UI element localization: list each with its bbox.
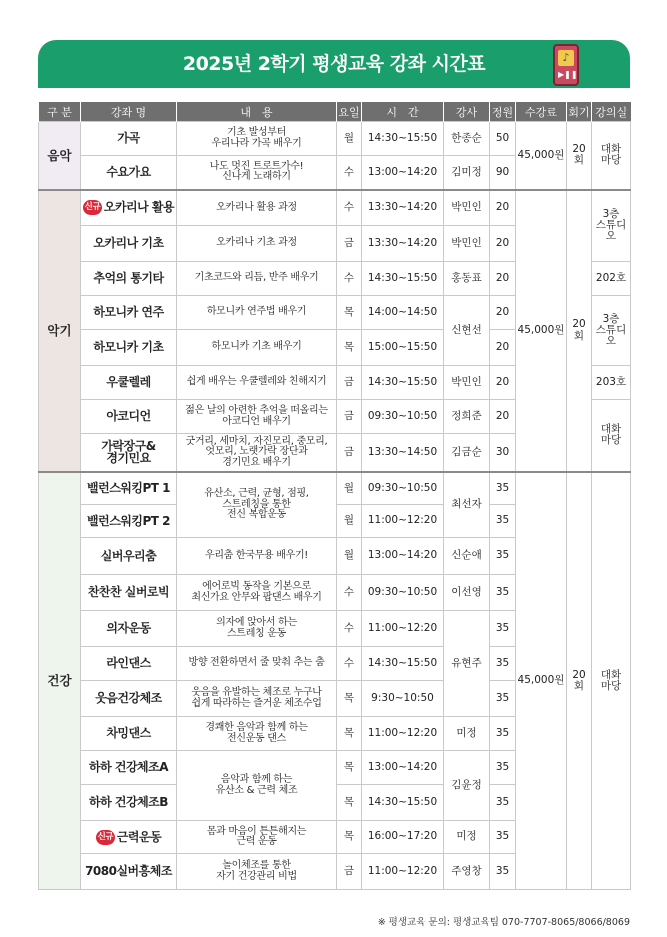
course-name [81, 400, 177, 434]
course-room: 3층 스튜디오 [592, 296, 631, 366]
course-teacher: 홍동표 [444, 262, 490, 296]
course-name [81, 330, 177, 366]
course-teacher: 박민인 [444, 366, 490, 400]
course-teacher: 미정 [444, 821, 490, 854]
table-row [39, 190, 631, 226]
course-day: 목 [337, 751, 362, 785]
course-name-text: 의자운동 [106, 621, 151, 636]
course-content: 기초코드와 리듬, 반주 배우기 [177, 262, 337, 296]
course-name-text: 근력운동 [116, 829, 162, 844]
course-teacher: 유현주 [444, 611, 490, 717]
course-fee: 45,000원 [516, 190, 567, 472]
course-time: 9:30~10:50 [362, 681, 444, 717]
course-name [81, 156, 177, 190]
course-fee: 45,000원 [516, 472, 567, 890]
course-time: 13:30~14:20 [362, 190, 444, 226]
course-day: 목 [337, 330, 362, 366]
course-name-text: 밸런스워킹PT 1 [87, 480, 170, 495]
course-content: 유산소, 근력, 균형, 점핑, 스트레칭을 통한 전신 복합운동 [177, 472, 337, 538]
course-day: 목 [337, 717, 362, 751]
course-time: 13:00~14:20 [362, 538, 444, 575]
course-name-text: 수요가요 [106, 164, 151, 179]
course-room: 203호 [592, 366, 631, 400]
course-time: 11:00~12:20 [362, 717, 444, 751]
course-capacity: 35 [490, 751, 516, 785]
course-name-text: 하하 건강체조B [89, 795, 168, 810]
course-name-text: 차밍댄스 [106, 726, 151, 741]
header-capacity: 정원 [490, 102, 516, 122]
course-day: 목 [337, 296, 362, 330]
course-capacity: 35 [490, 681, 516, 717]
footer-contact: ※ 평생교육 문의: 평생교육팀 070-7707-8065/8066/8069 [377, 917, 630, 928]
category-music: 음악 [39, 122, 81, 190]
course-time: 14:30~15:50 [362, 122, 444, 156]
course-time: 11:00~12:20 [362, 854, 444, 890]
course-content: 하모니카 기초 배우기 [177, 330, 337, 366]
course-time: 14:00~14:50 [362, 296, 444, 330]
course-time: 11:00~12:20 [362, 505, 444, 538]
course-teacher: 이선영 [444, 575, 490, 611]
course-capacity: 35 [490, 505, 516, 538]
course-time: 09:30~10:50 [362, 575, 444, 611]
course-time: 15:00~15:50 [362, 330, 444, 366]
new-badge: 신규 [83, 200, 102, 215]
course-room: 대화 마당 [592, 400, 631, 472]
course-capacity: 35 [490, 821, 516, 854]
course-teacher: 최선자 [444, 472, 490, 538]
course-content: 경쾌한 음악과 함께 하는 전신운동 댄스 [177, 717, 337, 751]
course-room: 3층 스튜디오 [592, 190, 631, 262]
course-name-text: 실버우리춤 [100, 548, 157, 563]
course-day: 금 [337, 226, 362, 262]
course-teacher: 박민인 [444, 190, 490, 226]
title-banner [38, 40, 630, 88]
course-content: 쉽게 배우는 우쿨렐레와 친해지기 [177, 366, 337, 400]
header-fee: 수강료 [516, 102, 567, 122]
course-capacity: 35 [490, 472, 516, 505]
course-capacity: 35 [490, 717, 516, 751]
course-teacher: 신순애 [444, 538, 490, 575]
course-name-text: 아코디언 [106, 409, 151, 424]
course-day: 월 [337, 538, 362, 575]
course-content: 에어로빅 동작을 기본으로 최신가요 안무와 팝댄스 배우기 [177, 575, 337, 611]
course-content: 의자에 앉아서 하는 스트레칭 운동 [177, 611, 337, 647]
course-teacher: 김금순 [444, 434, 490, 472]
header-room: 강의실 [592, 102, 631, 122]
course-content: 몸과 마음이 튼튼해지는 근력 운동 [177, 821, 337, 854]
course-day: 금 [337, 366, 362, 400]
course-teacher: 한종순 [444, 122, 490, 156]
course-teacher: 미정 [444, 717, 490, 751]
course-capacity: 20 [490, 400, 516, 434]
course-name-text: 오카리나 기초 [93, 236, 164, 251]
table-row [39, 472, 631, 505]
course-day: 수 [337, 262, 362, 296]
course-time: 14:30~15:50 [362, 785, 444, 821]
course-name-text: 추억의 통기타 [93, 271, 164, 286]
course-day: 수 [337, 156, 362, 190]
course-capacity: 30 [490, 434, 516, 472]
course-sessions: 20회 [567, 472, 592, 890]
course-name [81, 366, 177, 400]
course-day: 월 [337, 472, 362, 505]
header-course: 강좌 명 [81, 102, 177, 122]
new-badge: 신규 [96, 830, 115, 845]
course-capacity: 20 [490, 296, 516, 330]
table-header [39, 102, 631, 122]
course-capacity: 20 [490, 226, 516, 262]
course-name-text: 가곡 [117, 131, 140, 146]
course-time: 13:30~14:50 [362, 434, 444, 472]
header-day: 요일 [337, 102, 362, 122]
header-time: 시 간 [362, 102, 444, 122]
course-day: 수 [337, 611, 362, 647]
course-name-text: 라인댄스 [106, 656, 151, 671]
course-sessions: 20회 [567, 122, 592, 190]
course-content: 음악과 함께 하는 유산소 & 근력 체조 [177, 751, 337, 821]
course-teacher: 정희준 [444, 400, 490, 434]
play-pause-icon: ▶❚❚ [558, 70, 578, 79]
course-name-text: 밸런스워킹PT 2 [87, 513, 170, 528]
course-name-text: 하모니카 기초 [93, 340, 164, 355]
course-teacher: 신현선 [444, 296, 490, 366]
course-capacity: 35 [490, 785, 516, 821]
course-content: 오카리나 기초 과정 [177, 226, 337, 262]
course-content: 굿거리, 세마치, 자진모리, 중모리, 엇모리, 노랫가락 장단과 경기민요 배우기 [177, 434, 337, 472]
header-teacher: 강사 [444, 102, 490, 122]
course-capacity: 20 [490, 330, 516, 366]
category-inst: 악기 [39, 190, 81, 472]
course-day: 월 [337, 122, 362, 156]
schedule-table [38, 102, 631, 890]
course-room: 대화 마당 [592, 472, 631, 890]
course-name [81, 751, 177, 785]
course-name [81, 575, 177, 611]
course-content: 웃음을 유발하는 체조로 누구나 쉽게 따라하는 즐거운 체조수업 [177, 681, 337, 717]
table-row [39, 122, 631, 156]
course-name-text: 오카리나 활용 [103, 200, 175, 215]
course-day: 금 [337, 434, 362, 472]
course-capacity: 35 [490, 575, 516, 611]
course-name [81, 681, 177, 717]
course-name [81, 190, 177, 226]
page-title: 2025년 2학기 평생교육 강좌 시간표 [182, 53, 486, 75]
course-content: 젊은 날의 아련한 추억을 떠올리는 아코디언 배우기 [177, 400, 337, 434]
course-day: 금 [337, 854, 362, 890]
course-name [81, 611, 177, 647]
course-time: 09:30~10:50 [362, 400, 444, 434]
course-capacity: 50 [490, 122, 516, 156]
course-room: 대화 마당 [592, 122, 631, 190]
course-content: 기초 발성부터 우리나라 가곡 배우기 [177, 122, 337, 156]
course-name [81, 538, 177, 575]
course-name-text: 웃음건강체조 [95, 691, 162, 706]
course-time: 16:00~17:20 [362, 821, 444, 854]
course-content: 놀이체조를 통한 자기 건강관리 비법 [177, 854, 337, 890]
course-time: 13:00~14:20 [362, 156, 444, 190]
course-day: 수 [337, 190, 362, 226]
course-name [81, 647, 177, 681]
course-time: 13:00~14:20 [362, 751, 444, 785]
course-name [81, 472, 177, 505]
course-name-text: 우쿨렐레 [106, 375, 151, 390]
course-time: 09:30~10:50 [362, 472, 444, 505]
course-capacity: 35 [490, 854, 516, 890]
course-day: 금 [337, 400, 362, 434]
header-sessions: 회기 [567, 102, 592, 122]
course-name [81, 434, 177, 472]
course-name [81, 226, 177, 262]
header-content: 내 용 [177, 102, 337, 122]
course-time: 11:00~12:20 [362, 611, 444, 647]
header-category: 구 분 [39, 102, 81, 122]
course-name [81, 296, 177, 330]
course-room: 202호 [592, 262, 631, 296]
course-day: 목 [337, 821, 362, 854]
course-day: 수 [337, 575, 362, 611]
course-name [81, 854, 177, 890]
course-teacher: 김윤정 [444, 751, 490, 821]
course-teacher: 김미정 [444, 156, 490, 190]
course-content: 방향 전환하면서 줄 맞춰 추는 춤 [177, 647, 337, 681]
course-content: 우리춤 한국무용 배우기! [177, 538, 337, 575]
course-name [81, 505, 177, 538]
course-name [81, 717, 177, 751]
course-name-text: 가락장구& 경기민요 [101, 438, 156, 466]
course-capacity: 20 [490, 190, 516, 226]
course-day: 월 [337, 505, 362, 538]
course-capacity: 35 [490, 611, 516, 647]
course-teacher: 박민인 [444, 226, 490, 262]
course-capacity: 90 [490, 156, 516, 190]
course-name-text: 하하 건강체조A [88, 760, 169, 775]
course-time: 13:30~14:20 [362, 226, 444, 262]
course-fee: 45,000원 [516, 122, 567, 190]
course-capacity: 35 [490, 647, 516, 681]
course-content: 오카리나 활용 과정 [177, 190, 337, 226]
course-capacity: 20 [490, 262, 516, 296]
phone-music-icon [553, 44, 579, 86]
category-health: 건강 [39, 472, 81, 890]
course-time: 14:30~15:50 [362, 647, 444, 681]
course-capacity: 35 [490, 538, 516, 575]
course-name [81, 821, 177, 854]
course-content: 나도 멋진 트로트가수! 신나게 노래하기 [177, 156, 337, 190]
course-day: 목 [337, 681, 362, 717]
course-content: 하모니카 연주법 배우기 [177, 296, 337, 330]
course-name [81, 122, 177, 156]
course-sessions: 20회 [567, 190, 592, 472]
course-name-text: 7080실버흥체조 [85, 864, 172, 879]
course-teacher: 주영창 [444, 854, 490, 890]
course-name-text: 하모니카 연주 [93, 305, 164, 320]
course-day: 수 [337, 647, 362, 681]
course-day: 목 [337, 785, 362, 821]
course-time: 14:30~15:50 [362, 366, 444, 400]
course-capacity: 20 [490, 366, 516, 400]
music-note-icon: ♪ [558, 50, 574, 66]
course-name-text: 찬찬찬 실버로빅 [87, 585, 170, 600]
course-name [81, 785, 177, 821]
course-name [81, 262, 177, 296]
course-time: 14:30~15:50 [362, 262, 444, 296]
